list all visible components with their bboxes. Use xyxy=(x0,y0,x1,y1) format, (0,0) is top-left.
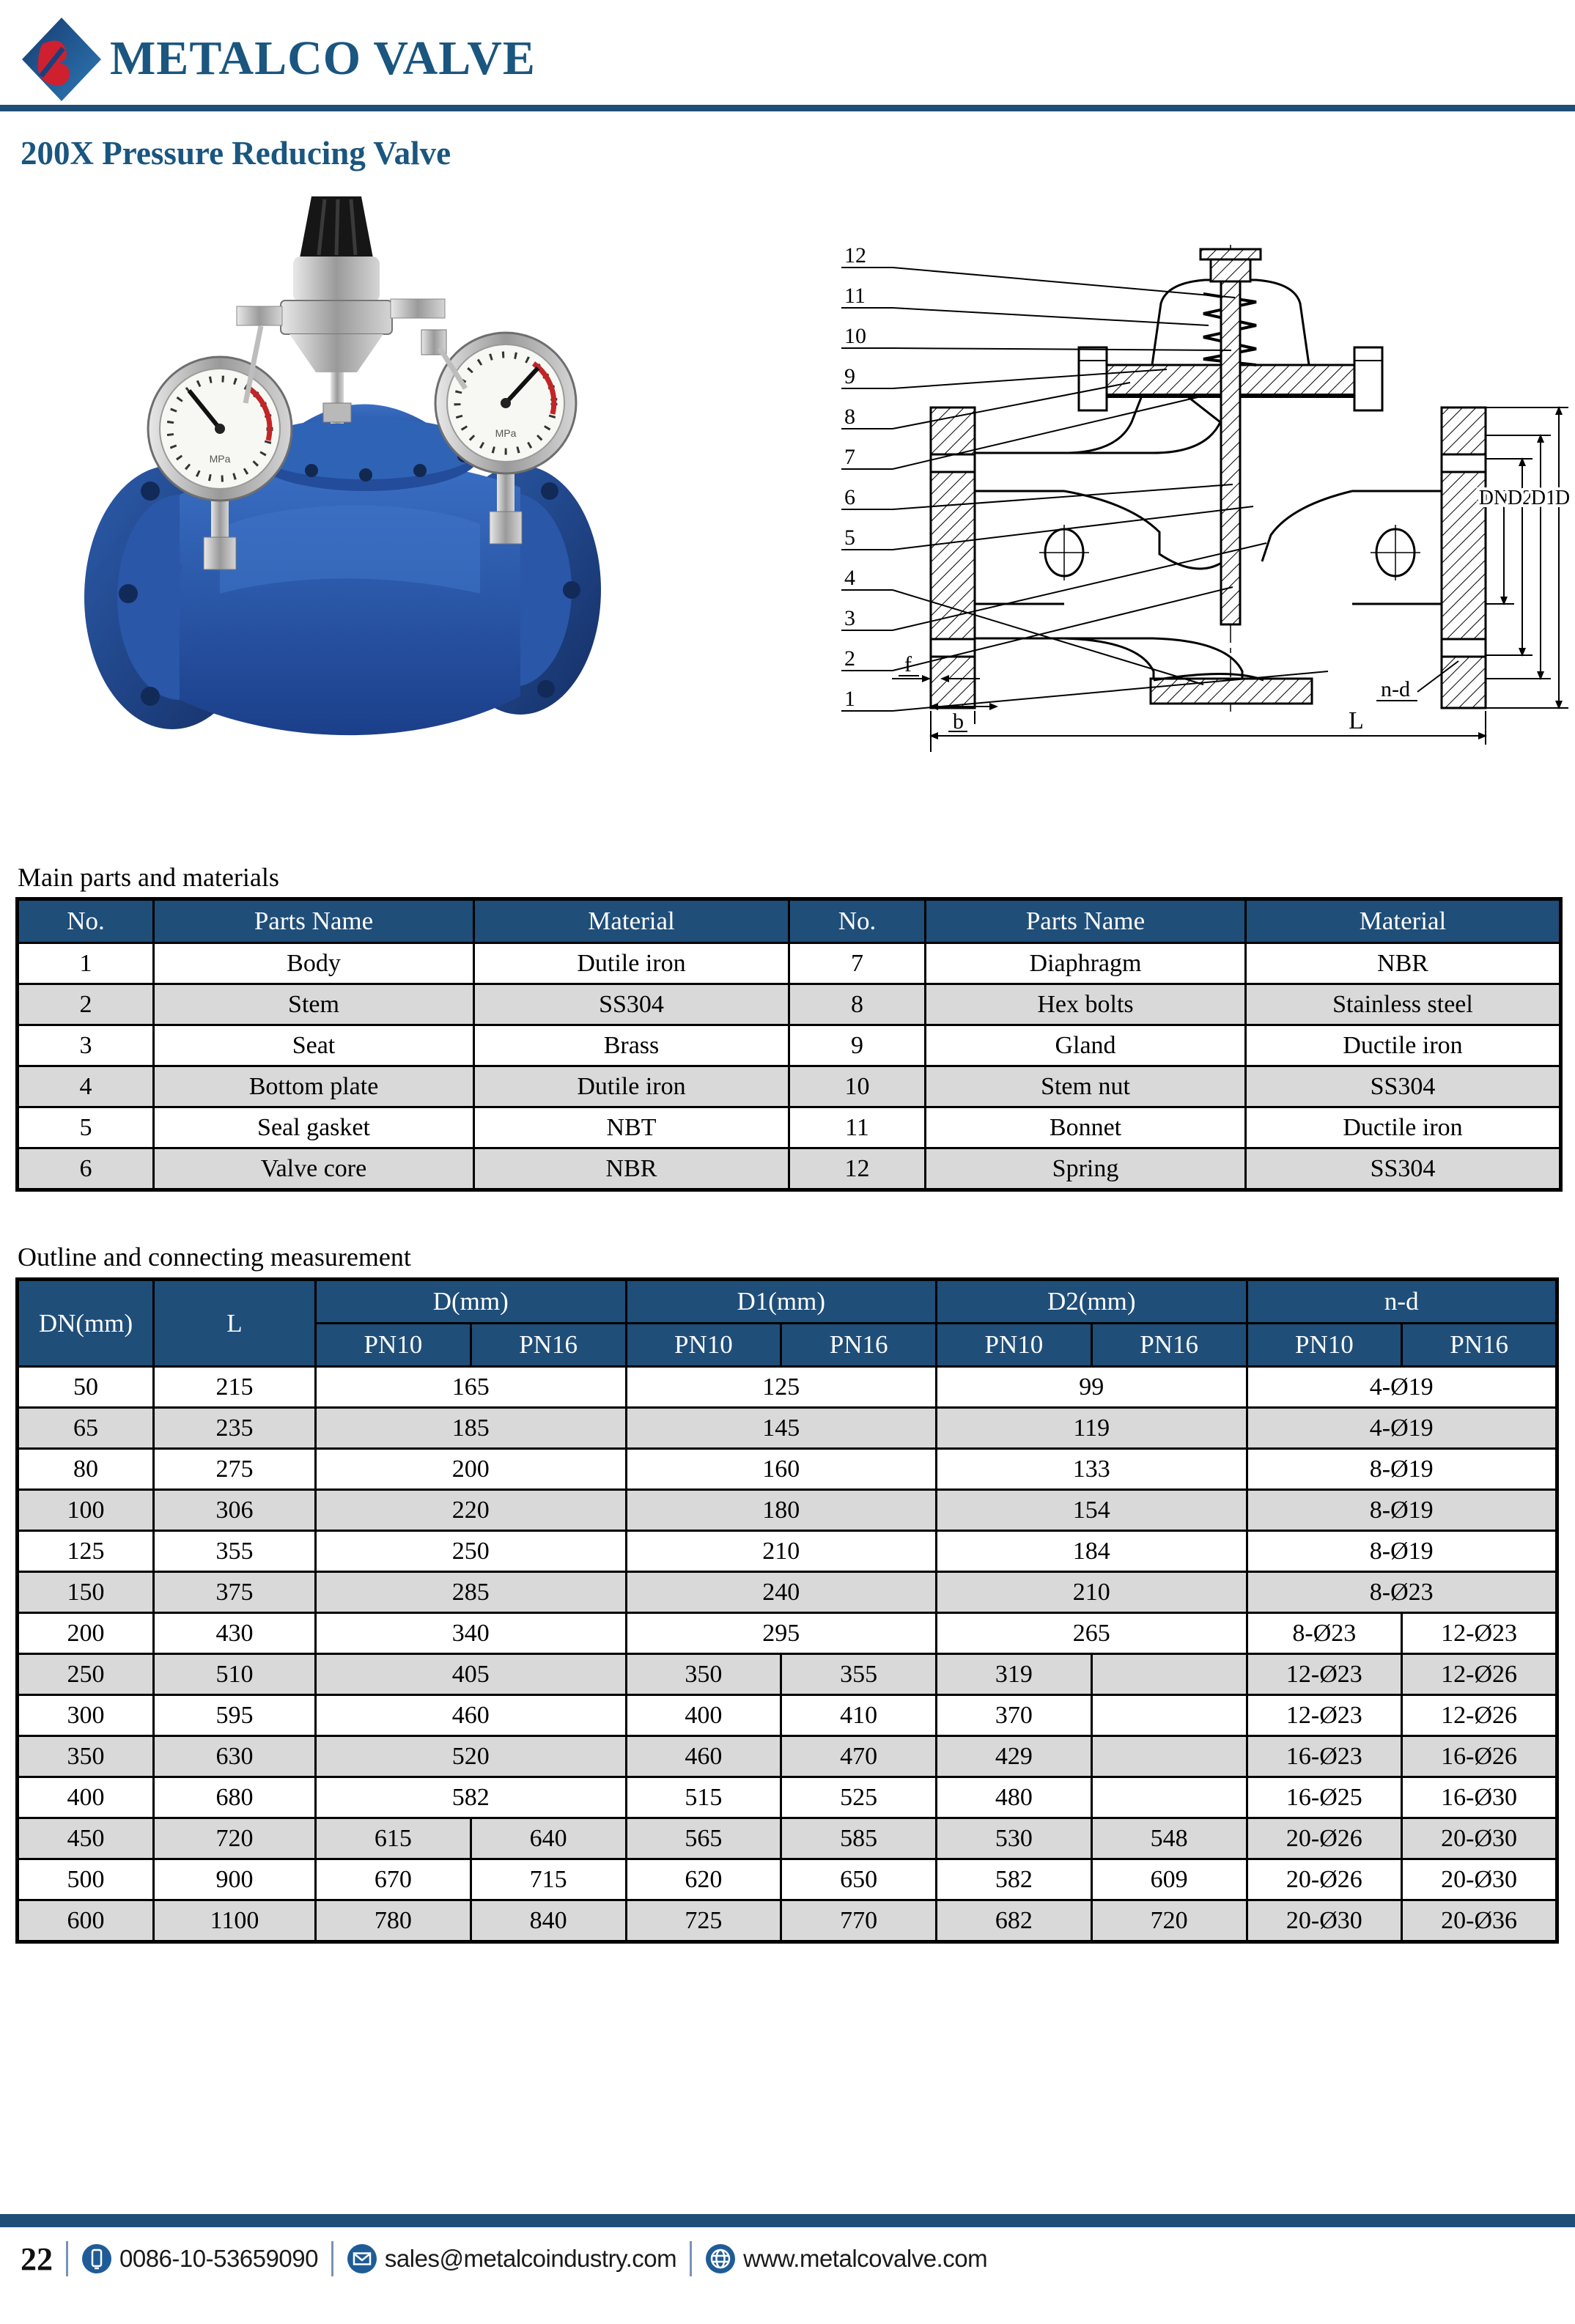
outline-cell: 8-Ø23 xyxy=(1247,1572,1557,1613)
outline-cell: 780 xyxy=(316,1900,471,1942)
outline-cell: 515 xyxy=(626,1777,781,1818)
parts-cell: Spring xyxy=(926,1148,1246,1190)
callout-number: 8 xyxy=(844,405,855,429)
parts-cell: 6 xyxy=(18,1148,154,1190)
svg-text:L: L xyxy=(1349,707,1364,734)
outline-cell: 600 xyxy=(18,1900,154,1942)
parts-row xyxy=(18,984,1561,1025)
footer xyxy=(21,2237,987,2281)
parts-cell: 4 xyxy=(18,1066,154,1107)
parts-cell: SS304 xyxy=(1246,1148,1561,1190)
outline-cell: 375 xyxy=(154,1572,316,1613)
footer-email-text: sales@metalcoindustry.com xyxy=(384,2245,677,2272)
outline-cell: 16-Ø23 xyxy=(1247,1736,1402,1777)
outline-cell: 150 xyxy=(18,1572,154,1613)
parts-row xyxy=(18,943,1561,984)
globe-icon xyxy=(705,2243,736,2274)
outline-row xyxy=(18,1613,1557,1654)
svg-text:D: D xyxy=(1554,487,1571,509)
outline-cell: 585 xyxy=(781,1818,937,1859)
callout-leader-line xyxy=(893,348,1231,350)
outline-cell: 548 xyxy=(1091,1818,1247,1859)
outline-cell: 720 xyxy=(154,1818,316,1859)
outline-cell: 160 xyxy=(626,1449,937,1490)
outline-cell: 20-Ø30 xyxy=(1247,1900,1402,1942)
callout-number: 1 xyxy=(844,687,855,711)
parts-row xyxy=(18,1066,1561,1107)
parts-cell: Stem nut xyxy=(926,1066,1246,1107)
col-no: No. xyxy=(18,899,154,943)
parts-cell: Body xyxy=(154,943,474,984)
outline-cell: 480 xyxy=(937,1777,1092,1818)
callout-number: 5 xyxy=(844,525,855,550)
outline-row xyxy=(18,1572,1557,1613)
parts-cell: 12 xyxy=(789,1148,926,1190)
mail-icon xyxy=(347,2243,377,2274)
outline-cell: 8-Ø23 xyxy=(1247,1613,1402,1654)
outline-cell: 184 xyxy=(937,1531,1247,1572)
outline-cell: 370 xyxy=(937,1695,1092,1736)
sub-pn10: PN10 xyxy=(626,1324,781,1367)
parts-cell: 3 xyxy=(18,1025,154,1066)
outline-cell: 119 xyxy=(937,1408,1247,1449)
outline-cell: 900 xyxy=(154,1859,316,1900)
outline-cell: 125 xyxy=(18,1531,154,1572)
outline-cell: 210 xyxy=(626,1531,937,1572)
outline-cell: 582 xyxy=(316,1777,627,1818)
outline-cell: 340 xyxy=(316,1613,627,1654)
callout-number: 10 xyxy=(844,324,866,348)
outline-cell: 650 xyxy=(781,1859,937,1900)
parts-cell: Diaphragm xyxy=(926,943,1246,984)
company-logo-icon xyxy=(21,16,103,103)
group-d: D(mm) xyxy=(316,1280,627,1324)
outline-cell: 20-Ø26 xyxy=(1247,1859,1402,1900)
parts-cell: Dutile iron xyxy=(474,943,789,984)
outline-cell: 680 xyxy=(154,1777,316,1818)
outline-cell: 615 xyxy=(316,1818,471,1859)
callout-number: 11 xyxy=(844,284,866,308)
parts-row xyxy=(18,1025,1561,1066)
col-material: Material xyxy=(474,899,789,943)
outline-cell: 165 xyxy=(316,1367,627,1408)
outline-cell: 306 xyxy=(154,1490,316,1531)
parts-cell: Brass xyxy=(474,1025,789,1066)
outline-cell: 770 xyxy=(781,1900,937,1942)
group-d1: D1(mm) xyxy=(626,1280,937,1324)
outline-cell: 460 xyxy=(316,1695,627,1736)
parts-row xyxy=(18,1148,1561,1190)
outline-cell: 620 xyxy=(626,1859,781,1900)
drawing-stem xyxy=(1221,280,1240,624)
group-nd: n-d xyxy=(1247,1280,1557,1324)
svg-text:MPa: MPa xyxy=(495,427,517,439)
phone-icon xyxy=(81,2243,112,2274)
outline-cell: 20-Ø26 xyxy=(1247,1818,1402,1859)
outline-cell: 200 xyxy=(18,1613,154,1654)
outline-cell: 20-Ø30 xyxy=(1402,1818,1557,1859)
outline-cell: 16-Ø30 xyxy=(1402,1777,1557,1818)
col-l: L xyxy=(154,1280,316,1367)
outline-cell: 99 xyxy=(937,1367,1247,1408)
parts-cell: 7 xyxy=(789,943,926,984)
header-rule xyxy=(0,105,1575,111)
parts-cell: Stainless steel xyxy=(1246,984,1561,1025)
outline-cell: 235 xyxy=(154,1408,316,1449)
outline-row xyxy=(18,1367,1557,1408)
callout-leader-line xyxy=(893,308,1209,325)
outline-cell: 525 xyxy=(781,1777,937,1818)
outline-cell: 100 xyxy=(18,1490,154,1531)
parts-table-wrap xyxy=(15,897,1563,1192)
outline-cell: 410 xyxy=(781,1695,937,1736)
outline-row xyxy=(18,1490,1557,1531)
drawing-right-flange xyxy=(1442,407,1486,708)
outline-cell: 300 xyxy=(18,1695,154,1736)
outline-cell: 12-Ø23 xyxy=(1402,1613,1557,1654)
parts-cell: NBR xyxy=(1246,943,1561,984)
outline-cell: 640 xyxy=(471,1818,626,1859)
outline-cell: 133 xyxy=(937,1449,1247,1490)
outline-cell: 670 xyxy=(316,1859,471,1900)
parts-cell: 5 xyxy=(18,1107,154,1148)
outline-cell: 240 xyxy=(626,1572,937,1613)
callout-number: 9 xyxy=(844,364,855,388)
outline-cell: 145 xyxy=(626,1408,937,1449)
outline-heading: Outline and connecting measurement xyxy=(18,1242,411,1272)
svg-text:MPa: MPa xyxy=(209,453,231,465)
outline-cell: 510 xyxy=(154,1654,316,1695)
parts-cell: Bottom plate xyxy=(154,1066,474,1107)
outline-cell: 530 xyxy=(937,1818,1092,1859)
outline-row xyxy=(18,1859,1557,1900)
outline-row xyxy=(18,1695,1557,1736)
outline-cell: 50 xyxy=(18,1367,154,1408)
outline-cell: 682 xyxy=(937,1900,1092,1942)
parts-table xyxy=(15,897,1563,1192)
outline-cell: 295 xyxy=(626,1613,937,1654)
outline-row xyxy=(18,1408,1557,1449)
parts-cell: Gland xyxy=(926,1025,1246,1066)
outline-row xyxy=(18,1736,1557,1777)
parts-header-row xyxy=(18,899,1561,943)
outline-cell: 250 xyxy=(18,1654,154,1695)
parts-cell: 8 xyxy=(789,984,926,1025)
outline-cell: 520 xyxy=(316,1736,627,1777)
parts-cell: Dutile iron xyxy=(474,1066,789,1107)
footer-divider xyxy=(331,2241,333,2276)
outline-cell: 80 xyxy=(18,1449,154,1490)
parts-row xyxy=(18,1107,1561,1148)
product-photo xyxy=(70,183,605,781)
outline-cell: 450 xyxy=(18,1818,154,1859)
col-parts-name: Parts Name xyxy=(926,899,1246,943)
outline-cell: 1100 xyxy=(154,1900,316,1942)
outline-row xyxy=(18,1818,1557,1859)
outline-cell: 500 xyxy=(18,1859,154,1900)
parts-cell: 2 xyxy=(18,984,154,1025)
parts-cell: Ductile iron xyxy=(1246,1025,1561,1066)
drawing-dimensions xyxy=(1486,407,1571,708)
outline-cell: 8-Ø19 xyxy=(1247,1531,1557,1572)
outline-cell: 460 xyxy=(626,1736,781,1777)
sub-pn16: PN16 xyxy=(1402,1324,1557,1367)
outline-table-wrap xyxy=(15,1277,1559,1944)
outline-cell: 350 xyxy=(626,1654,781,1695)
svg-text:D2: D2 xyxy=(1507,487,1533,509)
outline-cell: 8-Ø19 xyxy=(1247,1490,1557,1531)
svg-text:n-d: n-d xyxy=(1381,677,1410,701)
callout-leader-line xyxy=(893,268,1235,298)
outline-cell: 319 xyxy=(937,1654,1092,1695)
sub-pn16: PN16 xyxy=(781,1324,937,1367)
outline-cell: 400 xyxy=(18,1777,154,1818)
parts-cell: SS304 xyxy=(474,984,789,1025)
svg-text:b: b xyxy=(953,709,964,734)
outline-cell: 720 xyxy=(1091,1900,1247,1942)
col-no: No. xyxy=(789,899,926,943)
footer-divider xyxy=(66,2241,68,2276)
svg-text:f: f xyxy=(904,652,912,676)
outline-table xyxy=(15,1277,1559,1944)
outline-row xyxy=(18,1654,1557,1695)
outline-row xyxy=(18,1449,1557,1490)
parts-cell: 10 xyxy=(789,1066,926,1107)
outline-cell: 16-Ø25 xyxy=(1247,1777,1402,1818)
outline-cell: 470 xyxy=(781,1736,937,1777)
outline-cell: 285 xyxy=(316,1572,627,1613)
outline-cell: 275 xyxy=(154,1449,316,1490)
footer-rule xyxy=(0,2214,1575,2227)
sub-pn10: PN10 xyxy=(937,1324,1092,1367)
parts-cell: NBR xyxy=(474,1148,789,1190)
outline-row xyxy=(18,1900,1557,1942)
outline-cell: 210 xyxy=(937,1572,1247,1613)
outline-cell: 840 xyxy=(471,1900,626,1942)
outline-cell: 12-Ø23 xyxy=(1247,1654,1402,1695)
callout-number: 3 xyxy=(844,606,855,630)
page-title: 200X Pressure Reducing Valve xyxy=(21,135,451,171)
outline-cell: 355 xyxy=(781,1654,937,1695)
outline-cell: 582 xyxy=(937,1859,1092,1900)
outline-cell: 200 xyxy=(316,1449,627,1490)
col-material: Material xyxy=(1246,899,1561,943)
outline-cell: 565 xyxy=(626,1818,781,1859)
parts-cell: Ductile iron xyxy=(1246,1107,1561,1148)
parts-cell: Bonnet xyxy=(926,1107,1246,1148)
footer-divider xyxy=(690,2241,692,2276)
parts-cell: Valve core xyxy=(154,1148,474,1190)
outline-cell xyxy=(1091,1695,1247,1736)
callout-number: 6 xyxy=(844,485,855,509)
outline-cell: 220 xyxy=(316,1490,627,1531)
outline-cell: 4-Ø19 xyxy=(1247,1408,1557,1449)
col-parts-name: Parts Name xyxy=(154,899,474,943)
outline-cell xyxy=(1091,1654,1247,1695)
svg-text:D1: D1 xyxy=(1530,487,1557,509)
callout-number: 2 xyxy=(844,646,855,671)
outline-cell: 430 xyxy=(154,1613,316,1654)
drawing-left-flange xyxy=(931,407,975,708)
parts-cell: Seat xyxy=(154,1025,474,1066)
outline-cell: 595 xyxy=(154,1695,316,1736)
outline-cell: 12-Ø26 xyxy=(1402,1695,1557,1736)
drawing-bottom-plate xyxy=(1151,679,1312,704)
outline-cell: 715 xyxy=(471,1859,626,1900)
parts-cell: 1 xyxy=(18,943,154,984)
page-number: 22 xyxy=(21,2240,53,2277)
outline-cell: 154 xyxy=(937,1490,1247,1531)
outline-cell: 630 xyxy=(154,1736,316,1777)
brand-name: METALCO VALVE xyxy=(110,32,536,85)
outline-cell: 405 xyxy=(316,1654,627,1695)
parts-heading: Main parts and materials xyxy=(18,863,279,892)
sub-pn10: PN10 xyxy=(316,1324,471,1367)
parts-cell: Seal gasket xyxy=(154,1107,474,1148)
parts-cell: 11 xyxy=(789,1107,926,1148)
callout-number: 4 xyxy=(844,566,855,590)
outline-cell: 4-Ø19 xyxy=(1247,1367,1557,1408)
parts-cell: Stem xyxy=(154,984,474,1025)
outline-cell: 12-Ø26 xyxy=(1402,1654,1557,1695)
outline-cell: 355 xyxy=(154,1531,316,1572)
outline-row xyxy=(18,1777,1557,1818)
group-d2: D2(mm) xyxy=(937,1280,1247,1324)
outline-cell xyxy=(1091,1777,1247,1818)
outline-cell: 400 xyxy=(626,1695,781,1736)
technical-drawing xyxy=(822,239,1571,761)
footer-phone xyxy=(81,2243,318,2274)
outline-cell: 265 xyxy=(937,1613,1247,1654)
callout-number: 12 xyxy=(844,243,866,268)
svg-text:DN: DN xyxy=(1478,487,1509,509)
outline-cell: 16-Ø26 xyxy=(1402,1736,1557,1777)
sub-pn16: PN16 xyxy=(471,1324,626,1367)
outline-group-header-row xyxy=(18,1280,1557,1324)
outline-cell: 250 xyxy=(316,1531,627,1572)
outline-cell: 185 xyxy=(316,1408,627,1449)
parts-cell: NBT xyxy=(474,1107,789,1148)
outline-cell: 65 xyxy=(18,1408,154,1449)
parts-cell: 9 xyxy=(789,1025,926,1066)
sub-pn16: PN16 xyxy=(1091,1324,1247,1367)
outline-cell: 609 xyxy=(1091,1859,1247,1900)
outline-cell: 215 xyxy=(154,1367,316,1408)
parts-cell: SS304 xyxy=(1246,1066,1561,1107)
outline-cell: 20-Ø30 xyxy=(1402,1859,1557,1900)
outline-cell: 725 xyxy=(626,1900,781,1942)
outline-cell xyxy=(1091,1736,1247,1777)
outline-cell: 350 xyxy=(18,1736,154,1777)
footer-website-text: www.metalcovalve.com xyxy=(743,2245,988,2272)
outline-cell: 12-Ø23 xyxy=(1247,1695,1402,1736)
parts-cell: Hex bolts xyxy=(926,984,1246,1025)
sub-pn10: PN10 xyxy=(1247,1324,1402,1367)
drawing-callouts xyxy=(841,243,1328,711)
outline-row xyxy=(18,1531,1557,1572)
footer-website xyxy=(705,2243,987,2274)
callout-number: 7 xyxy=(844,445,855,469)
footer-email xyxy=(347,2243,676,2274)
outline-cell: 20-Ø36 xyxy=(1402,1900,1557,1942)
outline-cell: 429 xyxy=(937,1736,1092,1777)
outline-cell: 180 xyxy=(626,1490,937,1531)
outline-cell: 8-Ø19 xyxy=(1247,1449,1557,1490)
outline-cell: 125 xyxy=(626,1367,937,1408)
footer-phone-text: 0086-10-53659090 xyxy=(119,2245,318,2272)
col-dn: DN(mm) xyxy=(18,1280,154,1367)
